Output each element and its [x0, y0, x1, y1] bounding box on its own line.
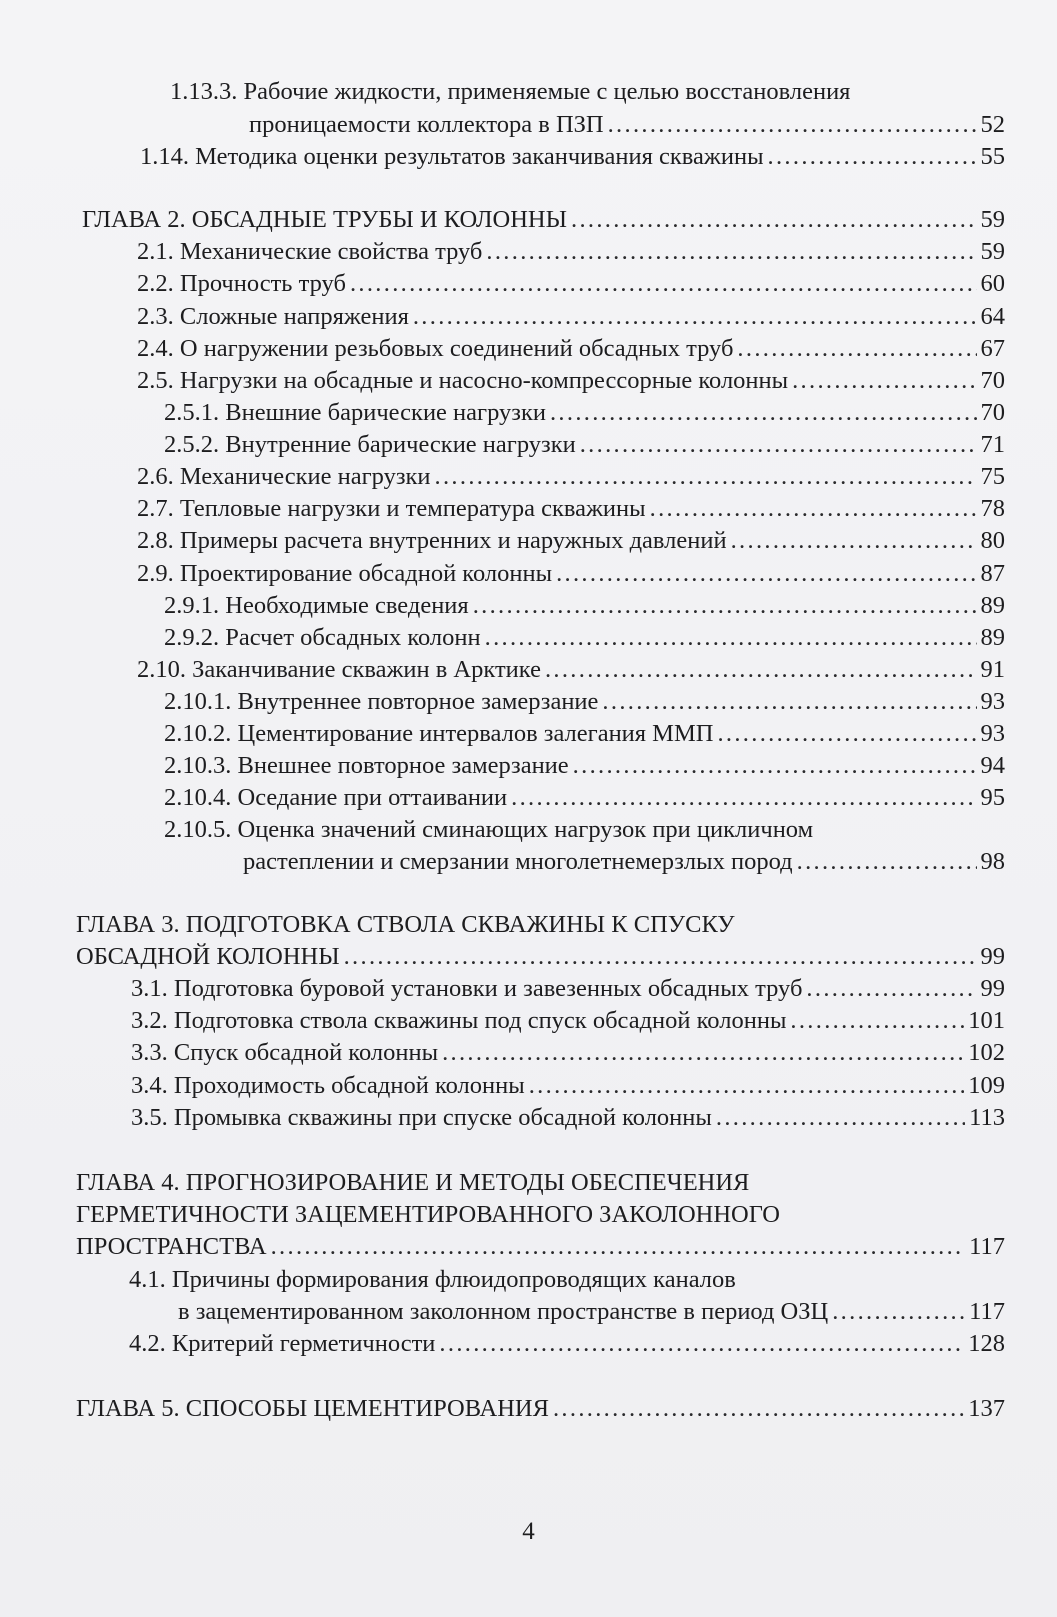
toc-entry-title: ГЛАВА 4. ПРОГНОЗИРОВАНИЕ И МЕТОДЫ ОБЕСПЕЧЕНИЯ [76, 1169, 750, 1196]
toc-entry-title: 2.8. Примеры расчета внутренних и наружных давлений [137, 527, 727, 554]
toc-entry [76, 1200, 780, 1230]
toc-entry [164, 591, 1005, 621]
toc-entry [131, 1006, 1005, 1036]
toc-leader-dots [439, 1329, 964, 1359]
toc-leader-dots [608, 110, 977, 140]
toc-entry-title: 2.10.2. Цементирование интервалов залегания ММП [164, 720, 714, 747]
toc-entry-page: 60 [980, 270, 1005, 297]
toc-entry-title: 3.3. Спуск обсадной колонны [131, 1039, 439, 1066]
toc-entry-page: 128 [968, 1330, 1005, 1357]
toc-entry-title: 2.10.3. Внешнее повторное замерзание [164, 752, 569, 779]
toc-entry [76, 1232, 1005, 1262]
toc-entry-page: 64 [980, 303, 1005, 330]
toc-entry-page: 89 [980, 592, 1005, 619]
page-number: 4 [522, 1518, 535, 1545]
toc-entry-title: ПРОСТРАНСТВА [76, 1233, 267, 1260]
toc-leader-dots [550, 398, 977, 428]
toc-entry-page: 75 [980, 463, 1005, 490]
toc-entry-page: 78 [980, 495, 1005, 522]
toc-entry-title: 2.3. Сложные напряжения [137, 303, 409, 330]
toc-leader-dots [556, 559, 976, 589]
toc-entry [164, 783, 1005, 813]
toc-entry [243, 847, 1005, 877]
toc-entry-page: 80 [980, 527, 1005, 554]
toc-entry-page: 102 [968, 1039, 1005, 1066]
toc-entry [137, 462, 1005, 492]
toc-leader-dots [797, 847, 977, 877]
toc-entry-title: 2.6. Механические нагрузки [137, 463, 431, 490]
toc-entry [164, 398, 1005, 428]
toc-entry-title: 2.9.1. Необходимые сведения [164, 592, 469, 619]
toc-leader-dots [413, 302, 977, 332]
toc-entry-page: 70 [980, 367, 1005, 394]
toc-entry [164, 687, 1005, 717]
toc-entry-page: 99 [980, 975, 1005, 1002]
toc-leader-dots [486, 237, 976, 267]
toc-entry [164, 430, 1005, 460]
toc-leader-dots [832, 1297, 965, 1327]
toc-entry [76, 1168, 749, 1198]
toc-entry [170, 77, 850, 107]
toc-entry-page: 98 [980, 848, 1005, 875]
toc-leader-dots [553, 1394, 964, 1424]
toc-entry-page: 93 [980, 688, 1005, 715]
toc-entry [137, 334, 1005, 364]
toc-entry-page: 67 [980, 335, 1005, 362]
toc-leader-dots [717, 719, 976, 749]
toc-entry-page: 89 [980, 624, 1005, 651]
toc-entry-title: 3.4. Проходимость обсадной колонны [131, 1072, 525, 1099]
toc-entry [137, 237, 1005, 267]
toc-entry-title: 2.7. Тепловые нагрузки и температура скважины [137, 495, 646, 522]
toc-entry-title: ГЛАВА 3. ПОДГОТОВКА СТВОЛА СКВАЖИНЫ К СПУСКУ [76, 911, 735, 938]
toc-leader-dots [716, 1103, 965, 1133]
toc-entry-page: 52 [980, 111, 1005, 138]
toc-entry-title: 2.10.1. Внутреннее повторное замерзание [164, 688, 599, 715]
toc-leader-dots [792, 366, 976, 396]
toc-entry [164, 751, 1005, 781]
toc-entry [137, 269, 1005, 299]
toc-entry-page: 70 [980, 399, 1005, 426]
toc-leader-dots [435, 462, 977, 492]
toc-leader-dots [529, 1071, 965, 1101]
toc-entry-title: 3.2. Подготовка ствола скважины под спуск обсадной колонны [131, 1007, 787, 1034]
toc-entry-page: 117 [969, 1298, 1005, 1325]
toc-entry-page: 87 [980, 560, 1005, 587]
toc-entry-title: 4.1. Причины формирования флюидопроводящих каналов [129, 1266, 736, 1293]
toc-entry [131, 1103, 1005, 1133]
toc-leader-dots [602, 687, 976, 717]
toc-entry-page: 93 [980, 720, 1005, 747]
toc-entry-title: в зацементированном заколонном пространстве в период ОЗЦ [178, 1298, 829, 1325]
toc-leader-dots [573, 751, 977, 781]
toc-entry [137, 494, 1005, 524]
toc-entry-title: 2.9. Проектирование обсадной колонны [137, 560, 553, 587]
toc-entry [131, 1071, 1005, 1101]
toc-entry-title: 2.1. Механические свойства труб [137, 238, 483, 265]
toc-entry [137, 302, 1005, 332]
toc-leader-dots [580, 430, 977, 460]
toc-entry-page: 117 [969, 1233, 1005, 1260]
toc-entry-page: 91 [980, 656, 1005, 683]
toc-entry [249, 110, 1005, 140]
toc-entry-title: ГЛАВА 5. СПОСОБЫ ЦЕМЕНТИРОВАНИЯ [76, 1395, 549, 1422]
toc-entry-title: 4.2. Критерий герметичности [129, 1330, 436, 1357]
toc-entry-title: 2.9.2. Расчет обсадных колонн [164, 624, 481, 651]
toc-leader-dots [737, 334, 976, 364]
toc-leader-dots [271, 1232, 966, 1262]
toc-leader-dots [806, 974, 976, 1004]
toc-entry [82, 205, 1005, 235]
toc-entry-page: 113 [969, 1104, 1005, 1131]
toc-entry-title: проницаемости коллектора в ПЗП [249, 111, 604, 138]
toc-entry [129, 1265, 736, 1295]
toc-entry-title: 2.2. Прочность труб [137, 270, 346, 297]
toc-entry [164, 815, 813, 845]
toc-entry [140, 142, 1005, 172]
toc-entry [164, 719, 1005, 749]
toc-leader-dots [473, 591, 977, 621]
toc-entry-page: 99 [980, 943, 1005, 970]
toc-entry-page: 109 [968, 1072, 1005, 1099]
toc-entry-page: 95 [980, 784, 1005, 811]
toc-entry-title: 2.5. Нагрузки на обсадные и насосно-компрессорные колонны [137, 367, 789, 394]
toc-entry-page: 101 [968, 1007, 1005, 1034]
toc-entry [131, 974, 1005, 1004]
toc-entry [164, 623, 1005, 653]
toc-leader-dots [768, 142, 977, 172]
toc-entry-title: 2.10.5. Оценка значений сминающих нагрузок при цикличном [164, 816, 814, 843]
toc-entry-page: 59 [980, 206, 1005, 233]
toc-entry-title: 2.10.4. Оседание при оттаивании [164, 784, 508, 811]
toc-entry-title: 3.5. Промывка скважины при спуске обсадной колонны [131, 1104, 712, 1131]
toc-entry-title: 2.5.1. Внешние барические нагрузки [164, 399, 546, 426]
toc-entry-title: 1.13.3. Рабочие жидкости, применяемые с целью восстановления [170, 78, 851, 105]
toc-entry [76, 910, 735, 940]
toc-entry [131, 1038, 1005, 1068]
toc-entry-page: 71 [980, 431, 1005, 458]
toc-entry [137, 366, 1005, 396]
toc-entry-title: ГЛАВА 2. ОБСАДНЫЕ ТРУБЫ И КОЛОННЫ [82, 206, 567, 233]
toc-entry-title: 2.5.2. Внутренние барические нагрузки [164, 431, 576, 458]
toc-entry [137, 526, 1005, 556]
toc-leader-dots [571, 205, 977, 235]
toc-leader-dots [731, 526, 977, 556]
toc-entry-page: 137 [968, 1395, 1005, 1422]
toc-entry-title: 2.10. Заканчивание скважин в Арктике [137, 656, 541, 683]
toc-entry [129, 1329, 1005, 1359]
toc-entry [76, 1394, 1005, 1424]
toc-leader-dots [511, 783, 976, 813]
toc-entry [137, 559, 1005, 589]
toc-leader-dots [350, 269, 977, 299]
toc-entry [76, 942, 1005, 972]
toc-entry-title: растеплении и смерзании многолетнемерзлых пород [243, 848, 793, 875]
toc-entry-page: 55 [980, 143, 1005, 170]
toc-leader-dots [650, 494, 977, 524]
toc-entry-title: ОБСАДНОЙ КОЛОННЫ [76, 943, 340, 970]
toc-entry-title: 2.4. О нагружении резьбовых соединений обсадных труб [137, 335, 734, 362]
toc-leader-dots [442, 1038, 964, 1068]
toc-entry [137, 655, 1005, 685]
toc-leader-dots [485, 623, 977, 653]
toc-entry [178, 1297, 1005, 1327]
toc-entry-page: 59 [980, 238, 1005, 265]
toc-leader-dots [545, 655, 977, 685]
toc-leader-dots [790, 1006, 964, 1036]
toc-entry-title: 1.14. Методика оценки результатов заканчивания скважины [140, 143, 764, 170]
toc-entry-title: ГЕРМЕТИЧНОСТИ ЗАЦЕМЕНТИРОВАННОГО ЗАКОЛОННОГО [76, 1201, 780, 1228]
toc-entry-title: 3.1. Подготовка буровой установки и завезенных обсадных труб [131, 975, 803, 1002]
toc-entry-page: 94 [980, 752, 1005, 779]
toc-leader-dots [344, 942, 977, 972]
